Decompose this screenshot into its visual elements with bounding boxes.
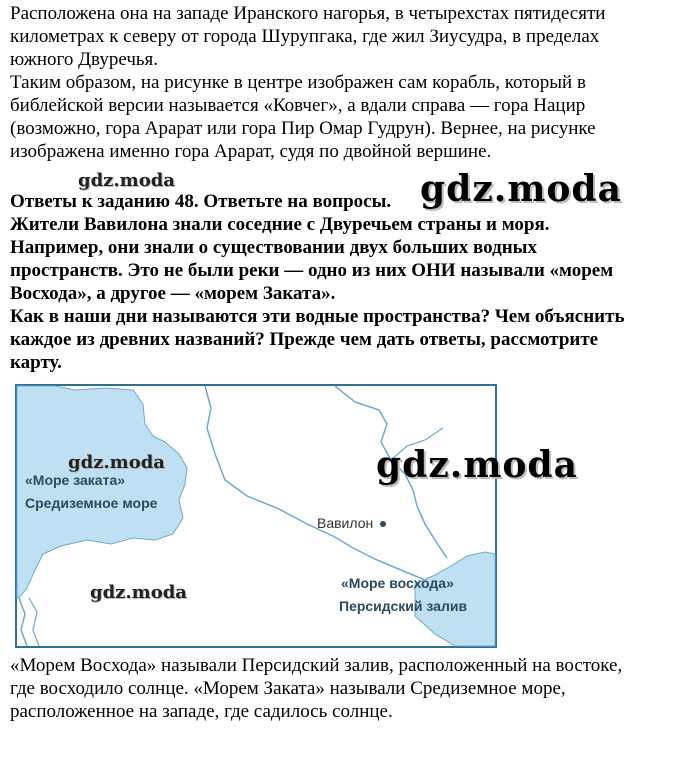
watermark: gdz.moda xyxy=(420,168,622,210)
babylon-marker xyxy=(380,521,386,527)
watermark: gdz.moda xyxy=(90,582,187,603)
task-48-block xyxy=(10,190,678,374)
task-line: Например, они знали о существовании двух больших водных xyxy=(10,237,537,258)
watermark: gdz.moda xyxy=(78,170,175,191)
task-48-text xyxy=(10,190,678,374)
task-question: каждое из древних названий? Прежде чем дать ответы, рассмотрите xyxy=(10,329,599,350)
sunset-sea-label: «Море заката» xyxy=(25,472,126,488)
task-line: пространств. Это не были реки — одно из них ОНИ называли «морем xyxy=(10,260,614,281)
answer-paragraph xyxy=(10,654,678,723)
intro-line: километрах к северу от города Шурупгака, где жил Зиусудра, в пределах xyxy=(10,26,600,47)
task-question: карту. xyxy=(10,352,62,373)
task-line: Жители Вавилона знали соседние с Двуречьем страны и моря. xyxy=(10,214,550,235)
sunrise-sea-label: «Море восхода» xyxy=(341,575,454,591)
watermark: gdz.moda xyxy=(376,444,578,486)
intro-line: библейской версии называется «Ковчег», а вдали справа — гора Нацир xyxy=(10,95,586,116)
map-figure xyxy=(15,384,497,648)
answer-text xyxy=(10,654,678,723)
task-question: Как в наши дни называются эти водные пространства? Чем объяснить xyxy=(10,306,625,327)
intro-line: (возможно, гора Арарат или гора Пир Омар Гудрун). Вернее, на рисунке xyxy=(10,118,596,139)
task-line: Восхода», а другое — «морем Заката». xyxy=(10,283,336,304)
intro-paragraph xyxy=(10,2,678,163)
babylon-label: Вавилон xyxy=(317,515,374,531)
watermark: gdz.moda xyxy=(68,452,165,473)
answer-line: «Морем Восхода» называли Персидский залив, расположенный на востоке, xyxy=(10,655,623,676)
intro-line: южного Двуречья. xyxy=(10,49,159,70)
intro-line: изображена именно гора Арарат, судя по двойной вершине. xyxy=(10,141,492,162)
intro-line: Таким образом, на рисунке в центре изображен сам корабль, который в xyxy=(10,72,586,93)
intro-text xyxy=(10,2,678,163)
persian-gulf-label: Персидский залив xyxy=(339,598,468,614)
mediterranean-label: Средиземное море xyxy=(25,495,158,511)
task-heading: Ответы к заданию 48. Ответьте на вопросы. xyxy=(10,191,392,212)
intro-line: Расположена она на западе Иранского нагорья, в четырехстах пятидесяти xyxy=(10,3,606,24)
answer-line: расположенное на западе, где садилось солнце. xyxy=(10,701,393,722)
answer-line: где восходило солнце. «Морем Заката» называли Средиземное море, xyxy=(10,678,566,699)
